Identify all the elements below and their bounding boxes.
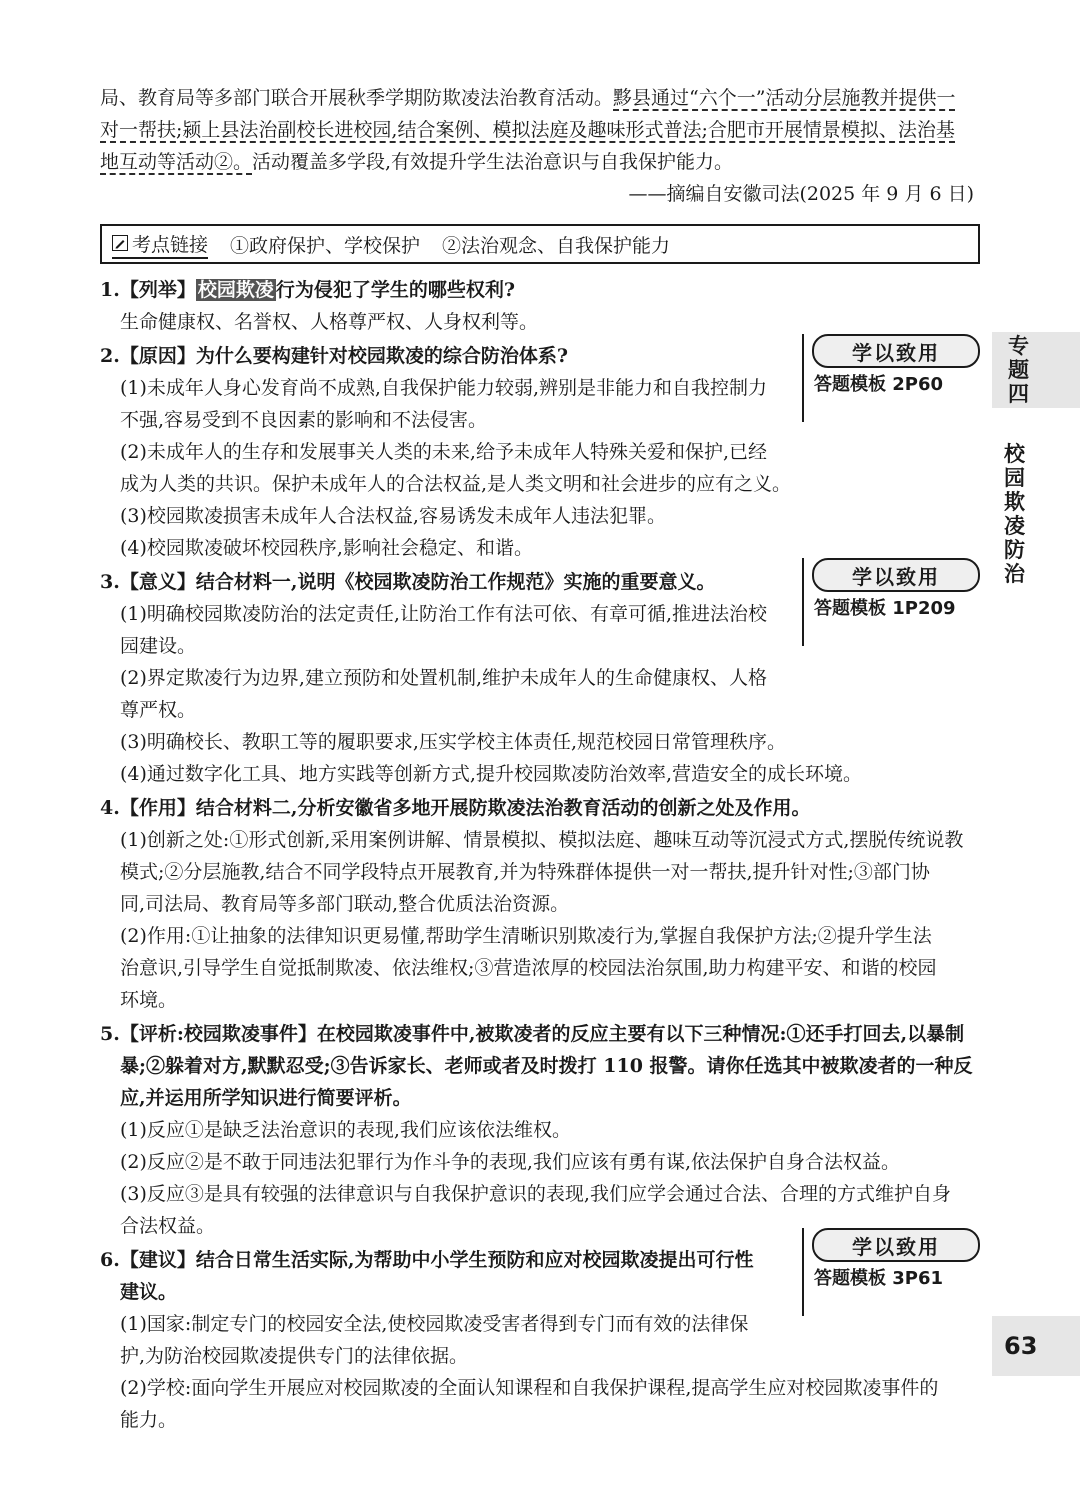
question-heading: 2.【原因】为什么要构建针对校园欺凌的综合防治体系? <box>100 345 568 367</box>
answer-line: 护,为防治校园欺凌提供专门的法律依据。 <box>120 1345 469 1367</box>
answer-line: (1)明确校园欺凌防治的法定责任,让防治工作有法可依、有章可循,推进法治校 <box>120 603 767 625</box>
question-heading: 5.【评析:校园欺凌事件】在校园欺凌事件中,被欺凌者的反应主要有以下三种情况:①还手打回去,以暴制 <box>100 1023 965 1045</box>
passage-underlined: 地互动等活动②。 <box>100 151 253 173</box>
question-heading: 暴;②躲着对方,默默忍受;③告诉家长、老师或者及时拨打 110 报警。请你任选其中被欺凌者的一种反 <box>120 1055 973 1077</box>
pencil-icon <box>112 235 128 251</box>
passage-underlined: 黟县通过“六个一”活动分层施教并提供一 <box>613 87 956 109</box>
question-2 <box>100 340 980 564</box>
answer-line: (4)通过数字化工具、地方实践等创新方式,提升校园欺凌防治效率,营造安全的成长环境。 <box>120 763 862 785</box>
section-label: 专题四 <box>1008 334 1029 406</box>
page-content <box>100 82 980 1436</box>
answer-line: 环境。 <box>120 989 178 1011</box>
answer-line: 不强,容易受到不良因素的影响和不法侵害。 <box>120 409 488 431</box>
knowledge-link-box <box>100 224 980 264</box>
link-label: 考点链接 <box>132 233 209 256</box>
answer-line: 园建设。 <box>120 635 197 657</box>
question-4 <box>100 792 980 1016</box>
question-3 <box>100 566 980 790</box>
template-ref: 答题模板 1P209 <box>814 598 956 619</box>
answer-line: 能力。 <box>120 1409 178 1431</box>
answer-line: (2)学校:面向学生开展应对校园欺凌的全面认知课程和自我保护课程,提高学生应对校园欺凌事件的 <box>120 1377 939 1399</box>
template-ref: 答题模板 3P61 <box>814 1268 944 1289</box>
answer-line: (1)反应①是缺乏法治意识的表现,我们应该依法维权。 <box>120 1119 571 1141</box>
template-banner: 学以致用 <box>812 334 980 368</box>
answer-line: (4)校园欺凌破坏校园秩序,影响社会稳定、和谐。 <box>120 537 533 559</box>
answer-line: 模式;②分层施教,结合不同学段特点开展教育,并为特殊群体提供一对一帮扶,提升针对性;③部门协 <box>120 861 930 883</box>
section-tab <box>992 332 1080 408</box>
question-heading: 3.【意义】结合材料一,说明《校园欺凌防治工作规范》实施的重要意义。 <box>100 571 716 593</box>
passage-source: ——摘编自安徽司法(2025 年 9 月 6 日) <box>628 183 974 205</box>
question-number: 1.【列举】 <box>100 279 196 301</box>
answer-line: (3)校园欺凌损害未成年人合法权益,容易诱发未成年人违法犯罪。 <box>120 505 666 527</box>
answer-line: 合法权益。 <box>120 1215 216 1237</box>
answer-line: 同,司法局、教育局等多部门联动,整合优质法治资源。 <box>120 893 570 915</box>
passage-line <box>100 82 980 114</box>
link-item: ①政府保护、学校保护 <box>230 234 421 257</box>
answer-line: (1)未成年人身心发育尚不成熟,自我保护能力较弱,辨别是非能力和自我控制力 <box>120 377 767 399</box>
link-tag <box>112 230 208 259</box>
answer-line: (1)国家:制定专门的校园安全法,使校园欺凌受害者得到专门而有效的法律保 <box>120 1313 749 1335</box>
answer-line: (2)未成年人的生存和发展事关人类的未来,给予未成年人特殊关爱和保护,已经 <box>120 441 767 463</box>
passage-line <box>100 114 980 146</box>
answer-line: (2)反应②是不敢于同违法犯罪行为作斗争的表现,我们应该有勇有谋,依法保护自身合法权益。 <box>120 1151 900 1173</box>
highlighted-term: 校园欺凌 <box>197 279 274 301</box>
link-item: ②法治观念、自我保护能力 <box>442 234 671 257</box>
question-6 <box>100 1244 980 1436</box>
passage-text: 活动覆盖多学段,有效提升学生法治意识与自我保护能力。 <box>252 151 734 173</box>
answer-line: 生命健康权、名誉权、人格尊严权、人身权利等。 <box>120 311 539 333</box>
question-5 <box>100 1018 980 1242</box>
question-heading: 6.【建议】结合日常生活实际,为帮助中小学生预防和应对校园欺凌提出可行性 <box>100 1249 754 1271</box>
answer-line: (2)作用:①让抽象的法律知识更易懂,帮助学生清晰识别欺凌行为,掌握自我保护方法;②提升学生法 <box>120 925 932 947</box>
answer-line: (2)界定欺凌行为边界,建立预防和处置机制,维护未成年人的生命健康权、人格 <box>120 667 767 689</box>
template-banner: 学以致用 <box>812 1228 980 1262</box>
passage-line <box>100 146 980 178</box>
page-number-tab <box>992 1316 1080 1376</box>
question-text: 行为侵犯了学生的哪些权利? <box>275 279 515 301</box>
page-number: 63 <box>1004 1332 1038 1360</box>
template-ref: 答题模板 2P60 <box>814 374 944 395</box>
question-heading: 应,并运用所学知识进行简要评析。 <box>120 1087 412 1109</box>
passage <box>100 82 980 210</box>
question-heading: 建议。 <box>120 1281 178 1303</box>
passage-underlined: 对一帮扶;颍上县法治副校长进校园,结合案例、模拟法庭及趣味形式普法;合肥市开展情景模拟、法治基 <box>100 119 955 141</box>
question-heading <box>100 274 980 306</box>
question-heading: 4.【作用】结合材料二,分析安徽省多地开展防欺凌法治教育活动的创新之处及作用。 <box>100 797 811 819</box>
topic-label: 校园欺凌防治 <box>1004 442 1025 586</box>
answer-line: 治意识,引导学生自觉抵制欺凌、依法维权;③营造浓厚的校园法治氛围,助力构建平安、和谐的校园 <box>120 957 937 979</box>
answer-line: (3)反应③是具有较强的法律意识与自我保护意识的表现,我们应学会通过合法、合理的方式维护自身 <box>120 1183 951 1205</box>
answer-line: 成为人类的共识。保护未成年人的合法权益,是人类文明和社会进步的应有之义。 <box>120 473 792 495</box>
question-1 <box>100 274 980 338</box>
answer-line: (3)明确校长、教职工等的履职要求,压实学校主体责任,规范校园日常管理秩序。 <box>120 731 786 753</box>
answer-line: (1)创新之处:①形式创新,采用案例讲解、情景模拟、模拟法庭、趣味互动等沉浸式方式,摆脱传统说教 <box>120 829 964 851</box>
answer-line: 尊严权。 <box>120 699 197 721</box>
passage-text: 局、教育局等多部门联合开展秋季学期防欺凌法治教育活动。 <box>100 87 614 109</box>
template-banner: 学以致用 <box>812 558 980 592</box>
